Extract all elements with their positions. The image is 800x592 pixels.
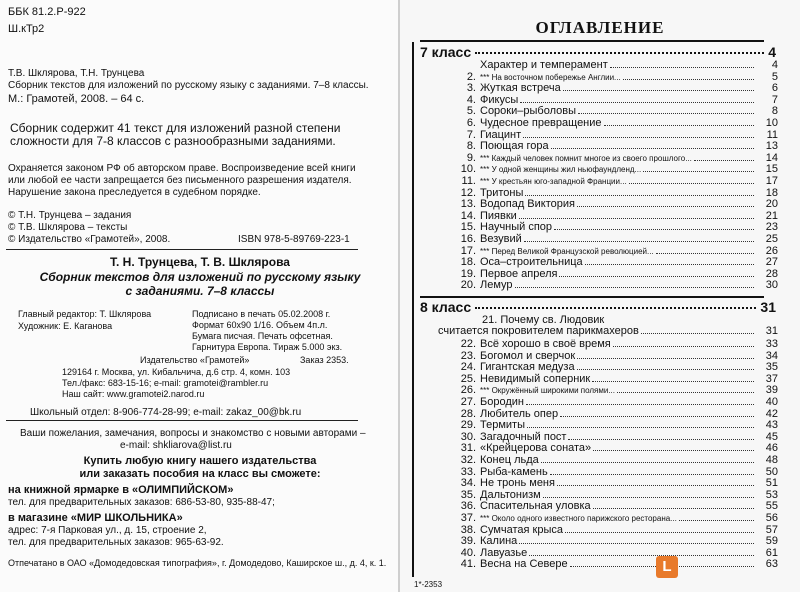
entry-number: 29. (460, 419, 476, 432)
entry-page: 23 (765, 221, 778, 234)
entry-title: Невидимый соперник (480, 372, 591, 385)
leader-dots (577, 358, 754, 359)
class7-heading (420, 44, 776, 60)
entry-number: 2. (466, 70, 476, 83)
leader-dots (529, 555, 754, 556)
entry-number: 6. (466, 117, 476, 129)
toc-entry (414, 72, 778, 83)
entry-title: *** Окружённый широкими полями... (480, 386, 615, 396)
entry-number: 25. (460, 372, 476, 385)
publisher-phone: Тел./факс: 683-15-16; e-mail: gramotei@rambler.ru (62, 378, 269, 388)
leader-dots (623, 79, 754, 80)
entry-number: 3. (466, 82, 476, 95)
copyright-notice: Охраняется законом РФ об авторском праве. Воспроизведение всей книги или любой ее части запрещается без письменного разрешения издателя. Нарушение закона преследуется в судебном порядке. (8, 163, 356, 198)
entry-page: 20 (765, 198, 778, 211)
toc-entry (414, 60, 778, 71)
entry-title: Гиацинт (480, 128, 522, 141)
entry-title: *** У крестьян юго-западной Франции... (480, 177, 627, 186)
entry-title: Спасительная уловка (480, 500, 591, 513)
entry-number: 41. (460, 558, 476, 571)
printer-signature: 1*-2353 (414, 580, 443, 589)
entry-number: 36. (460, 500, 476, 513)
entry-title: Загадочный пост (480, 430, 567, 443)
leader-dots (613, 346, 754, 347)
entry-title: Конец льда (480, 454, 539, 466)
entry-page: 30 (765, 279, 778, 292)
print-paper: Бумага писчая. Печать офсетная. (192, 331, 333, 341)
entry-title: *** Каждый человек помнит многое из своего прошлого... (480, 153, 692, 163)
book-title-line1: Сборник текстов для изложений по русскому языку (39, 270, 361, 284)
title-line: Сборник текстов для изложений по русскому языку с заданиями. 7–8 классы. (8, 80, 369, 91)
entry-page: 40 (765, 396, 778, 408)
class7-dots (475, 52, 764, 54)
entry-title: «Крейцерова соната» (480, 442, 592, 455)
toc-entry (414, 141, 778, 152)
entry-page: 21 (765, 209, 778, 222)
leader-dots (554, 229, 754, 230)
entry-title: Термиты (480, 419, 525, 432)
buy-line1: Купить любую книгу нашего издательства (83, 455, 317, 467)
school-department: Школьный отдел: 8-906-774-28-99; e-mail: zakaz_00@bk.ru (30, 407, 302, 418)
shop-address: адрес: 7-я Парковая ул., д. 15, строение 2, (8, 525, 207, 536)
entry-page: 45 (765, 430, 778, 443)
toc-entry (414, 490, 778, 501)
leader-dots (593, 508, 754, 509)
leader-dots (641, 333, 754, 334)
toc-entry (414, 362, 778, 373)
wishes-line: Ваши пожелания, замечания, вопросы и знакомство с новыми авторами – (20, 428, 366, 439)
leader-dots (525, 195, 754, 196)
entry-number: 33. (460, 465, 476, 478)
leader-dots (519, 543, 754, 544)
entry-title: *** На восточном побережье Англии... (480, 72, 621, 82)
entry-title: Первое апреля (480, 267, 558, 280)
entry-page: 14 (765, 151, 778, 164)
divider (6, 420, 358, 421)
entry-number: 9. (466, 151, 476, 164)
publishing-house: Издательство «Грамотей» (140, 355, 250, 365)
entry-number: 39. (460, 535, 476, 548)
toc-entry (414, 130, 778, 141)
toc-entry (414, 513, 778, 524)
toc-entry (414, 501, 778, 512)
print-date: Подписано в печать 05.02.2008 г. (192, 309, 331, 319)
leader-dots (524, 241, 754, 242)
wishes-email: e-mail: shkliarova@list.ru (120, 440, 232, 451)
entry-page: 51 (765, 477, 778, 490)
entry-number: 40. (460, 546, 476, 559)
class8-rule (420, 296, 764, 298)
toc-entry (414, 153, 778, 164)
entry-title: Чудесное превращение (480, 117, 602, 129)
entry-title: Калина (480, 535, 518, 548)
entry-number: 12. (460, 186, 476, 199)
toc-entry (414, 397, 778, 408)
entry-title: *** У одной женщины жил ньюфаундленд... (480, 165, 642, 175)
entry-title: *** Около одного известного парижского ресторана... (480, 514, 677, 523)
class8-heading (420, 299, 776, 315)
fair-name: на книжной ярмарке в «ОЛИМПИЙСКОМ» (8, 484, 234, 496)
leader-dots (617, 392, 754, 393)
entry-title: Лемур (480, 279, 513, 292)
entry-title: Всё хорошо в своё время (480, 338, 611, 350)
copyright-tasks: © Т.Н. Трунцева – задания (8, 210, 132, 221)
entry-page: 48 (765, 454, 778, 466)
entry-number: 22. (460, 338, 476, 350)
entry-number: 23. (460, 349, 476, 362)
entry-title: *** Перед Великой Французской революцией... (480, 246, 654, 256)
entry-page: 57 (765, 523, 778, 536)
entry-number: 7. (466, 128, 476, 141)
toc-entry (414, 176, 778, 187)
entry-title: Научный спор (480, 221, 553, 234)
entry-title: Тритоны (480, 186, 524, 199)
entry-number: 10. (460, 163, 476, 176)
entry-title: Пиявки (480, 209, 517, 222)
entry-number: 37. (460, 512, 476, 524)
leader-dots (519, 218, 754, 219)
buy-line2: или заказать пособия на класс вы сможете: (79, 468, 321, 480)
entry-page: 26 (765, 244, 778, 257)
toc-entry (414, 548, 778, 559)
toc-entry (414, 188, 778, 199)
entry-page: 8 (771, 105, 778, 118)
leader-dots (527, 427, 754, 428)
toc-entry (414, 257, 778, 268)
entry-title: Бородин (480, 396, 524, 408)
toc-entry (414, 164, 778, 175)
entry-page: 6 (771, 82, 778, 95)
class7-label: 7 класс (420, 44, 472, 60)
entry-number: 38. (460, 523, 476, 536)
isbn: ISBN 978-5-89769-223-1 (238, 234, 350, 245)
entry-number: 34. (460, 477, 476, 490)
entry-title: Характер и темперамент (480, 59, 608, 71)
artist: Художник: Е. Каганова (18, 321, 113, 331)
entry-page: 5 (771, 70, 778, 83)
entry-21-line1: 21. Почему св. Людовик (482, 314, 605, 326)
entry-title: Рыба-камень (480, 465, 548, 478)
class7-page: 4 (768, 44, 776, 60)
toc-entry (414, 536, 778, 547)
leader-dots (560, 416, 754, 417)
toc-entry (414, 246, 778, 257)
entry-page: 17 (765, 175, 778, 187)
toc-entry (414, 234, 778, 245)
entry-number: 11. (461, 175, 476, 187)
toc-entry (414, 326, 778, 337)
entry-page: 46 (765, 442, 778, 455)
publisher-site: Наш сайт: www.gramotei2.narod.ru (62, 389, 205, 399)
copyright-publisher: © Издательство «Грамотей», 2008. (8, 234, 171, 245)
shop-phone: тел. для предварительных заказов: 965-63-92. (8, 537, 224, 548)
entry-number: 26. (460, 384, 476, 397)
entry-page: 39 (765, 384, 778, 397)
entry-page: 56 (765, 512, 778, 524)
entry-page: 35 (765, 361, 778, 374)
entry-page: 61 (765, 546, 778, 559)
right-page (400, 0, 800, 592)
toc-entry (414, 269, 778, 280)
leader-dots (577, 206, 754, 207)
entry-page: 7 (771, 93, 778, 106)
entry-page: 13 (765, 140, 778, 153)
entry-page: 50 (765, 465, 778, 478)
leader-dots (520, 102, 754, 103)
entry-number: 27. (460, 396, 476, 408)
entry-title: Гигантская медуза (480, 361, 575, 374)
toc-entry (414, 106, 778, 117)
entry-title: Любитель опер (480, 407, 559, 420)
order-number: Заказ 2353. (300, 355, 349, 365)
book-title-line2: с заданиями. 7–8 классы (125, 284, 275, 298)
entry-page: 27 (765, 256, 778, 269)
entry-page: 43 (765, 419, 778, 432)
leader-dots (543, 497, 754, 498)
entry-page: 59 (765, 535, 778, 548)
entry-page: 33 (765, 338, 778, 350)
leader-dots (577, 369, 754, 370)
leader-dots (694, 160, 754, 161)
print-format: Формат 60х90 1/16. Объем 4п.л. (192, 320, 328, 330)
toc-entry (414, 339, 778, 350)
publisher-address: 129164 г. Москва, ул. Кибальчича, д.6 стр. 4, комн. 103 (62, 367, 291, 377)
entry-page: 53 (765, 488, 778, 501)
entry-title: Сумчатая крыса (480, 523, 563, 536)
entry-number: 13. (460, 198, 476, 211)
printing-house: Отпечатано в ОАО «Домодедовская типография», г. Домодедово, Каширское ш., д. 4, к. 1. (8, 558, 387, 568)
entry-number: 18. (460, 256, 476, 269)
entry-title: Фикусы (480, 93, 519, 106)
entry-number: 20. (460, 279, 476, 292)
toc-entry (414, 409, 778, 420)
book-description: Сборник содержит 41 текст для изложений разной степени сложности для 7-8 классов с разнообразными заданиями. (10, 121, 341, 148)
entry-page: 4 (771, 59, 778, 71)
toc-entry (414, 420, 778, 431)
toc-entry (414, 280, 778, 291)
toc-entry (414, 211, 778, 222)
toc-entry (414, 432, 778, 443)
author-code: Ш.кТр2 (8, 23, 45, 35)
chief-editor: Главный редактор: Т. Шклярова (18, 309, 152, 319)
class8-dots (475, 307, 756, 309)
leader-dots (523, 137, 754, 138)
toc-entry (414, 478, 778, 489)
entry-number: 19. (460, 267, 476, 280)
class8-label: 8 класс (420, 299, 472, 315)
entry-page: 18 (765, 186, 778, 199)
leader-dots (593, 450, 754, 451)
copyright-texts: © Т.В. Шклярова – тексты (8, 222, 128, 233)
entry-number: 5. (466, 105, 476, 118)
leader-dots (679, 520, 754, 521)
entry-number: 24. (460, 361, 476, 374)
divider (6, 249, 358, 250)
leader-dots (604, 125, 754, 126)
class7-rule (420, 40, 764, 42)
entry-title: Весна на Севере (480, 558, 568, 571)
toc-entry (414, 455, 778, 466)
print-run: Гарнитура Европа. Тираж 5.000 экз. (192, 342, 343, 352)
toc-entry (414, 559, 778, 570)
toc-entry (414, 83, 778, 94)
entry-number: 28. (460, 407, 476, 420)
leader-dots (526, 404, 754, 405)
entry-page: 11 (766, 128, 778, 141)
toc-title: ОГЛАВЛЕНИЕ (535, 18, 665, 37)
entry-page: 10 (765, 117, 778, 129)
leader-dots (557, 485, 754, 486)
leader-dots (541, 462, 754, 463)
entry-number: 30. (460, 430, 476, 443)
toc-entry (414, 443, 778, 454)
toc-entry (414, 467, 778, 478)
toc-entry (414, 95, 778, 106)
entry-page: 63 (765, 558, 778, 571)
toc-entry (414, 385, 778, 396)
leader-dots (568, 439, 754, 440)
leader-dots (565, 532, 754, 533)
book-authors: Т. Н. Трунцева, Т. В. Шклярова (110, 255, 290, 269)
entry-title: Сороки–рыболовы (480, 105, 576, 118)
entry-21-line2: считается покровителем парикмахеров (438, 325, 639, 337)
entry-number: 14. (460, 209, 476, 222)
entry-number: 35. (460, 488, 476, 501)
entry-number: 31. (460, 442, 476, 455)
toc-entry (414, 222, 778, 233)
entry-title: Богомол и сверчок (480, 349, 576, 362)
leader-dots (559, 276, 754, 277)
entry-title: Поющая гора (480, 140, 549, 153)
entry-title: Водопад Виктория (480, 198, 575, 211)
publisher-line: М.: Грамотей, 2008. – 64 с. (8, 93, 145, 105)
entry-page: 55 (765, 500, 778, 513)
leader-dots (629, 183, 754, 184)
entry-number: 4. (466, 93, 476, 106)
leader-dots (643, 171, 754, 172)
entry-title: Оса–строительница (480, 256, 583, 269)
entry-page: 37 (765, 372, 778, 385)
leader-dots (563, 90, 754, 91)
entry-title: Не тронь меня (480, 477, 555, 490)
entry-page: 25 (765, 233, 778, 245)
toc-entry (414, 525, 778, 536)
entry-page: 15 (765, 163, 778, 176)
class8-page: 31 (760, 299, 776, 315)
entry-title: Лавуазье (480, 546, 528, 559)
fair-phone: тел. для предварительных заказов: 686-53-80, 935-88-47; (8, 497, 275, 508)
leader-dots (585, 264, 754, 265)
toc-entry (414, 351, 778, 362)
leader-dots (515, 287, 754, 288)
entry-page: 34 (765, 349, 778, 362)
toc-entry (414, 374, 778, 385)
entry-number: 16. (460, 233, 476, 245)
leader-dots (610, 67, 754, 68)
watermark-logo: L (656, 556, 678, 578)
toc-entry (414, 199, 778, 210)
leader-dots (551, 148, 754, 149)
entry-number: 8. (466, 140, 476, 153)
leader-dots (578, 113, 754, 114)
entry-21-page: 31 (765, 325, 778, 337)
entry-page: 42 (765, 407, 778, 420)
entry-number: 15. (460, 221, 476, 234)
entry-title: Дальтонизм (480, 488, 541, 501)
leader-dots (550, 474, 754, 475)
toc-entry (414, 118, 778, 129)
entry-title: Жуткая встреча (480, 82, 561, 95)
leader-dots (656, 253, 754, 254)
leader-dots (592, 381, 754, 382)
authors-line: Т.В. Шклярова, Т.Н. Трунцева (8, 68, 145, 79)
entry-number: 17. (460, 244, 476, 257)
entry-page: 28 (765, 267, 778, 280)
shop-name: в магазине «МИР ШКОЛЬНИКА» (8, 512, 183, 524)
entry-title: Везувий (480, 233, 522, 245)
bbk-index: ББК 81.2.Р-922 (8, 6, 86, 18)
entry-number: 32. (460, 454, 476, 466)
